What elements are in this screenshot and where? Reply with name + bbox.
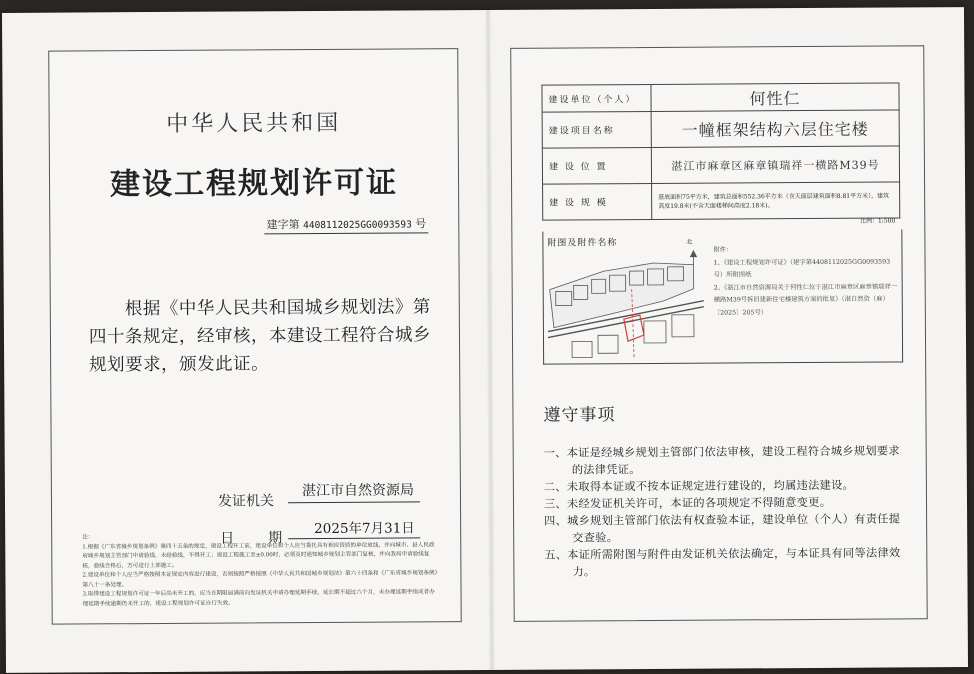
cert-no-suffix: 号 [415, 217, 427, 231]
attachments-list [713, 243, 899, 319]
table-row [542, 146, 899, 184]
permit-details-page [510, 45, 927, 622]
attachment-item: 1、《建设工程规划许可证》（建字第4408112025GG0093593号）所附图纸 [713, 258, 891, 279]
permit-notes [82, 531, 438, 609]
cert-no-value: 4408112025GG0093593 [303, 219, 412, 232]
country-name: 中华人民共和国 [166, 110, 342, 137]
note-item: 3.取得建设工程规划许可证一年后尚未开工的，应当在期限届满前向发证机关申请办理延期手续，延长期不超过六个月，未办理延期手续或者办理延期手续逾期仍未开工的，建设工程规划许可证自行失效。 [82, 589, 435, 607]
row-value: 湛江市麻章区麻章镇瑞祥一横路M39号 [651, 146, 899, 184]
note-item: 1.根据《广东省城乡规划条例》第四十五条的规定，建设工程开工前，建设单位和个人应当委托具有相应资质的单位放线，并向城市、县人民政府城乡规划主管部门申请验线，未经验线，不得开工；建设工程施工至±0.00时，必须及时通知城乡规划主管部门复核，并向我局申请验线复核，验线合格后，方可进行上部施工。 [82, 541, 435, 569]
table-row [542, 83, 899, 112]
row-value: 何性仁 [651, 83, 899, 112]
site-plan-map [543, 249, 712, 364]
attachments-heading: 附件： [713, 246, 733, 254]
rule-item: 一、本证是经城乡规划主管部门依法审核，建设工程符合城乡规划要求的法律凭证。 [543, 444, 900, 477]
row-value: 一幢框架结构六层住宅楼 [651, 110, 899, 148]
row-label: 建设单位（个人） [542, 84, 651, 112]
rule-item: 三、未经发证机关许可，本证的各项规定不得随意变更。 [543, 495, 832, 511]
certificate-number [265, 215, 429, 234]
note-item: 2.建设单位和个人应当严格按照本证规定内容进行建设，否则按照严格按照《中华人民共和国城乡规划法》第六十四条和《广东省城乡规划条例》第八十一条处理。 [82, 570, 438, 588]
permit-title: 建设工程规划许可证 [109, 165, 399, 203]
date-label: 日 期 [220, 530, 285, 547]
permit-front-page [48, 48, 461, 624]
notes-title: 注： [82, 534, 94, 541]
rule-item: 五、本证所需附图与附件由发证机关依法确定，与本证具有同等法律效力。 [544, 546, 901, 579]
attachments-title: 附图及附件名称 [547, 238, 618, 249]
issuer-name: 湛江市自然资源局 [301, 482, 414, 500]
north-arrow-label: 北 [686, 238, 693, 246]
issuer-underline [288, 501, 420, 503]
cert-no-prefix: 建字第 [266, 218, 300, 232]
attachments-box [542, 217, 903, 364]
row-value: 基底面积75平方米，建筑总面积552.36平方米（含天面层建筑面积8.81平方米），建筑高度19.8米(不含天面楼梯间高度2.18米)。 [652, 182, 900, 220]
certificate-sheet [2, 7, 968, 673]
project-info-table [541, 82, 900, 220]
row-label: 建 设 位 置 [542, 147, 651, 184]
rule-item: 四、城乡规划主管部门依法有权查验本证，建设单位（个人）有责任提交查验。 [544, 512, 901, 545]
permit-statement: 根据《中华人民共和国城乡规划法》第四十条规定，经审核，本建设工程符合城乡规划要求，颁发此证。 [88, 297, 432, 376]
issuer-label: 发证机关 [217, 493, 275, 510]
scale-label: 比例：1:500 [859, 217, 896, 225]
rules-heading: 遵守事项 [543, 405, 616, 426]
table-row [542, 110, 899, 148]
table-row [543, 182, 900, 220]
row-label: 建 设 规 模 [543, 183, 652, 220]
row-label: 建设项目名称 [542, 111, 651, 148]
rules-list [544, 442, 911, 580]
fold-line [485, 10, 495, 670]
rule-item: 二、未取得本证或不按本证规定进行建设的，均属违法建设。 [543, 478, 855, 494]
attachment-item: 2、《湛江市自然资源局关于何性仁位于湛江市麻章区麻章镇瑞祥一横路M39号拆旧建新住宅楼建筑方案的批复》（湛自然资（麻）〔2025〕205号） [713, 282, 898, 317]
issue-date: 2025年7月31日 [314, 520, 415, 538]
